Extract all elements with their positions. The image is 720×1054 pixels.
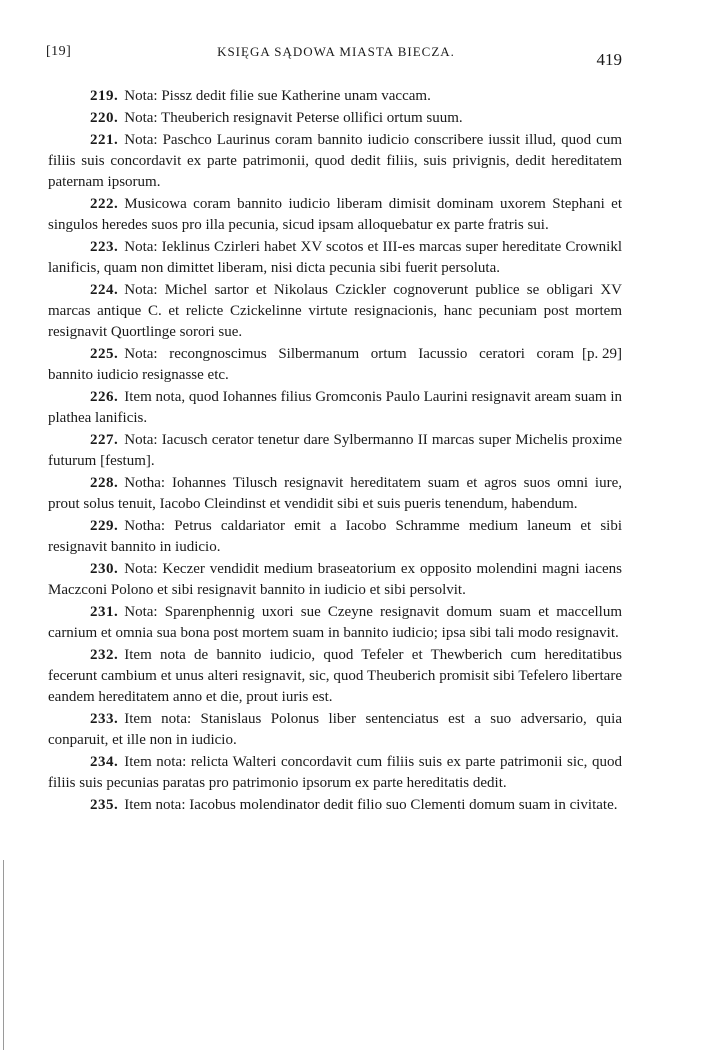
entry-220 xyxy=(48,108,622,129)
entry-233 xyxy=(48,709,622,751)
page-header xyxy=(46,42,626,72)
entry-224 xyxy=(48,280,622,343)
entry-text: Notha: Petrus caldariator emit a Iacobo Schramme medium laneum et sibi resignavit bannito in iudicio. xyxy=(48,518,622,555)
entry-text: Nota: recongnoscimus Silbermanum ortum Iacussio ceratori coram bannito iudicio resignasse etc. xyxy=(48,346,574,383)
entry-number: 220. xyxy=(90,110,119,126)
entry-number: 223. xyxy=(90,239,119,255)
entry-text: Nota: Pissz dedit filie sue Katherine unam vaccam. xyxy=(124,88,431,104)
entry-number: 229. xyxy=(90,518,119,534)
entries-list xyxy=(48,86,622,817)
entry-226 xyxy=(48,387,622,429)
entry-227 xyxy=(48,430,622,472)
entry-number: 225. xyxy=(90,346,119,362)
entry-234 xyxy=(48,752,622,794)
entry-text: Item nota: Stanislaus Polonus liber sentenciatus est a suo adversario, quia conparuit, et ille non in iudicio. xyxy=(48,711,622,748)
entry-225 xyxy=(48,344,622,386)
entry-number: 219. xyxy=(90,88,119,104)
entry-223 xyxy=(48,237,622,279)
entry-text: Nota: Iacusch cerator tenetur dare Sylbermanno II marcas super Michelis proxime futurum [festum]. xyxy=(48,432,622,469)
entry-number: 227. xyxy=(90,432,119,448)
entry-232 xyxy=(48,645,622,708)
entry-219 xyxy=(48,86,622,107)
entry-text: Item nota de bannito iudicio, quod Tefeler et Thewberich cum hereditatibus fecerunt cambium et unus alteri resignavit, sic, quod Theuberich promisit sibi Tefelero libertare eandem hereditatem anno et die, prout iuris est. xyxy=(48,647,622,705)
entry-number: 222. xyxy=(90,196,119,212)
entry-222 xyxy=(48,194,622,236)
entry-text: Item nota: Iacobus molendinator dedit filio suo Clementi domum suam in civitate. xyxy=(124,797,618,813)
entry-number: 234. xyxy=(90,754,119,770)
entry-text: Item nota: relicta Walteri concordavit cum filiis suis ex parte patrimonii sic, quod filiis suis pecunias paratas pro patrimonio ipsorum ex parte hereditatis dedit. xyxy=(48,754,622,791)
entry-231 xyxy=(48,602,622,644)
entry-text: Nota: Ieklinus Czirleri habet XV scotos et III-es marcas super hereditate Crownikl lanificis, quam non dimittet liberam, nisi dicta pecunia sibi fuerit persoluta. xyxy=(48,239,622,276)
entry-number: 224. xyxy=(90,282,119,298)
margin-page-reference: [p. 29] xyxy=(582,346,622,362)
entry-text: Nota: Sparenphennig uxori sue Czeyne resignavit domum suam et maccellum carnium et omnia sua bona post mortem suam in bannito iudicio; ipsa sibi tali modo resignavit. xyxy=(48,604,622,641)
entry-text: Musicowa coram bannito iudicio liberam dimisit dominam uxorem Stephani et singulos heredes suos pro illa pecunia, sicud ipsam alloquebatur ex parte fratris sui. xyxy=(48,196,622,233)
entry-number: 235. xyxy=(90,797,119,813)
entry-number: 226. xyxy=(90,389,119,405)
entry-230 xyxy=(48,559,622,601)
entry-text: Nota: Michel sartor et Nikolaus Czickler cognoverunt publice se obligari XV marcas antique C. et relicte Czickelinne virtute resignacionis, hanc pecuniam post mortem resignavit Quortlinge sorori sue. xyxy=(48,282,622,340)
entry-text: Notha: Iohannes Tilusch resignavit hereditatem suam et agros suos omni iure, prout solus tenuit, Iacobo Cleindinst et vendidit sibi et suis pueris tenendum, habendum. xyxy=(48,475,622,512)
entry-235 xyxy=(48,795,622,816)
page-edge-rule xyxy=(3,860,4,1050)
entry-text: Item nota, quod Iohannes filius Gromconis Paulo Laurini resignavit aream suam in plathea lanificis. xyxy=(48,389,622,426)
entry-number: 228. xyxy=(90,475,119,491)
entry-number: 230. xyxy=(90,561,119,577)
entry-text: Nota: Theuberich resignavit Peterse ollifici ortum suum. xyxy=(124,110,463,126)
entry-text: Nota: Paschco Laurinus coram bannito iudicio conscribere iussit illud, quod cum filiis suis concordavit ex parte patrimonii, quod dedit filiis, suis privignis, dedit hereditatem paternam ipsorum. xyxy=(48,132,622,190)
entry-229 xyxy=(48,516,622,558)
entry-number: 233. xyxy=(90,711,119,727)
folio-marker: [19] xyxy=(46,44,72,59)
entry-text: Nota: Keczer vendidit medium braseatorium ex opposito molendini magni iacens Maczconi Polono et sibi resignavit bannito in iudicio et sibi persolvit. xyxy=(48,561,622,598)
entry-number: 232. xyxy=(90,647,119,663)
entry-number: 231. xyxy=(90,604,119,620)
entry-228 xyxy=(48,473,622,515)
entry-number: 221. xyxy=(90,132,119,148)
running-title: KSIĘGA SĄDOWA MIASTA BIECZA. xyxy=(217,44,455,59)
entry-221 xyxy=(48,130,622,193)
page-number: 419 xyxy=(596,50,622,69)
